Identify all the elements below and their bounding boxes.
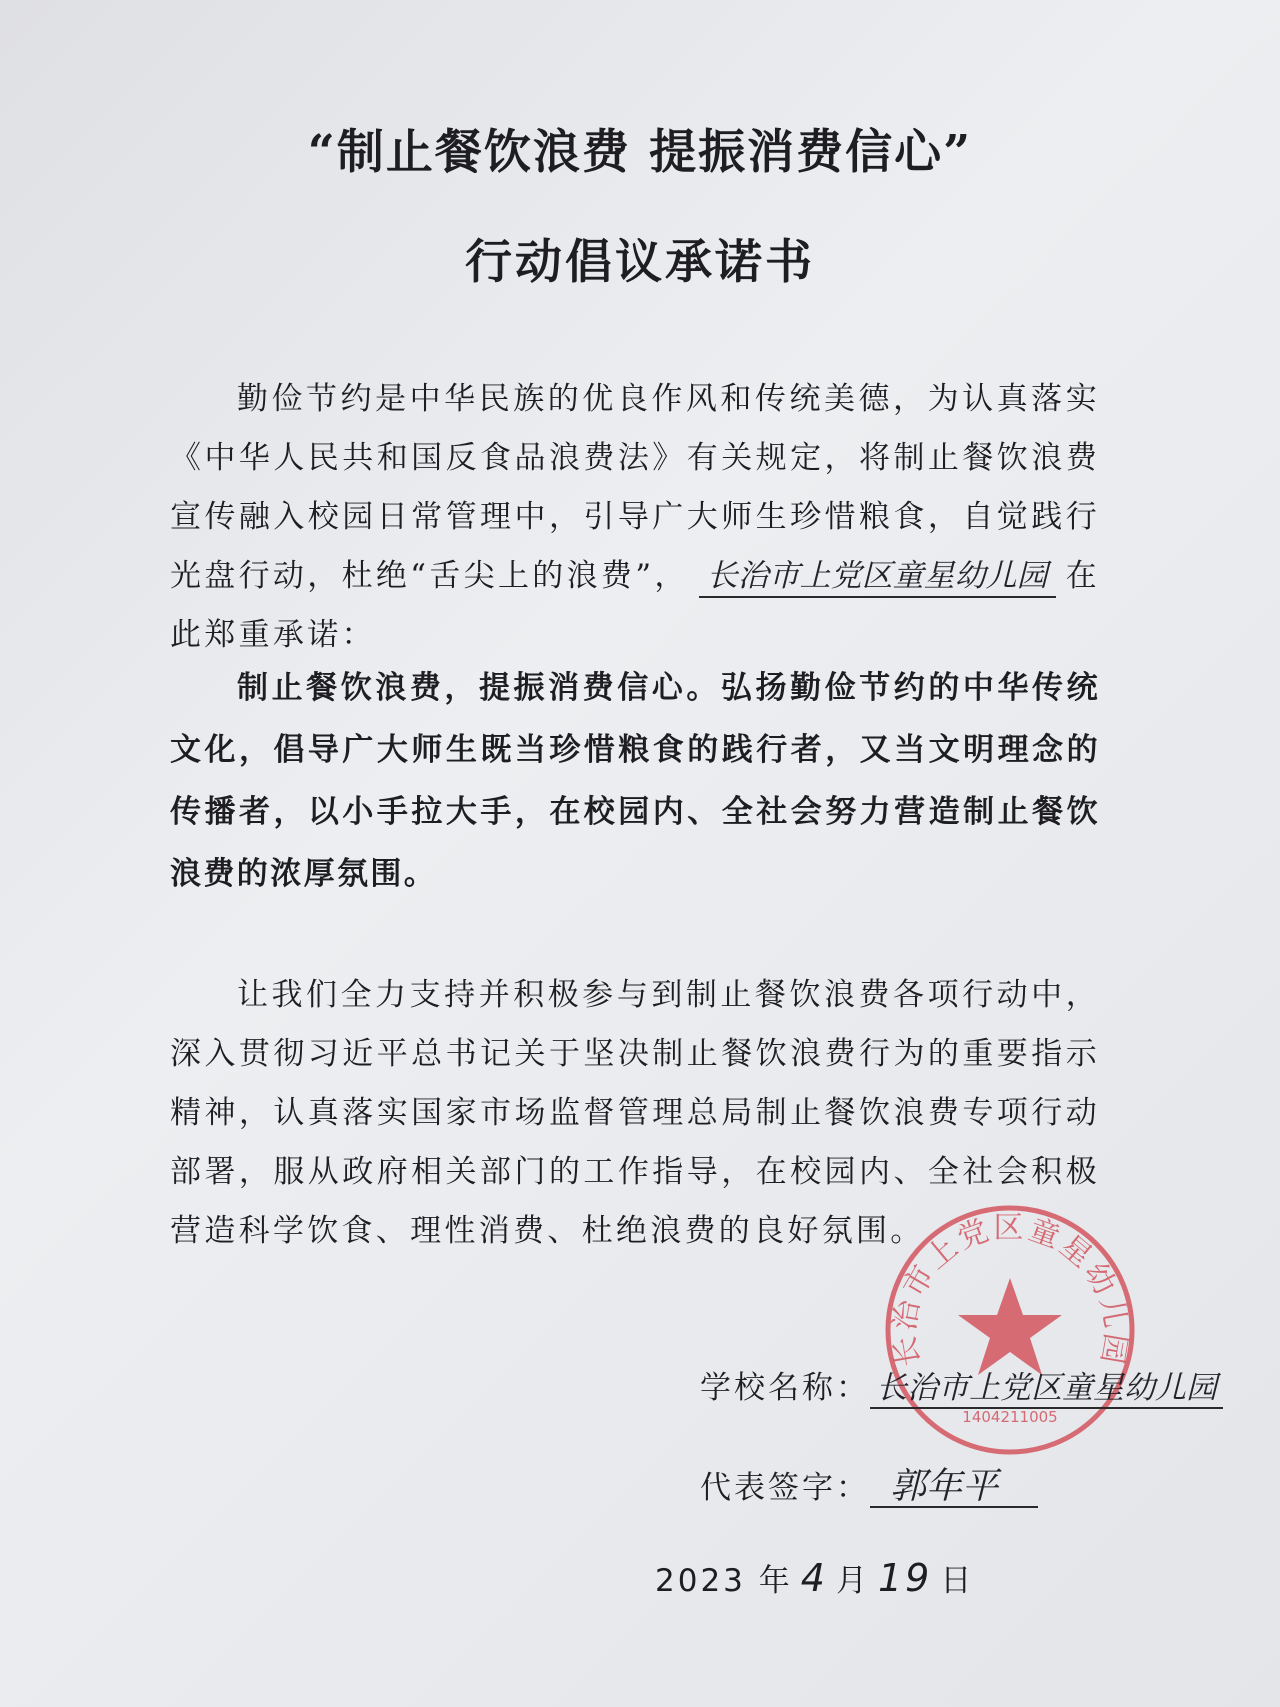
seal-arc-text: 长治市上党区童星幼儿园: [886, 1210, 1134, 1370]
seal-code: 1404211005: [962, 1408, 1058, 1426]
paragraph-action: 让我们全力支持并积极参与到制止餐饮浪费各项行动中，深入贯彻习近平总书记关于坚决制止餐饮浪费行为的重要指示精神，认真落实国家市场监督管理总局制止餐饮浪费专项行动部署，服从政府相关部门的工作指导，在校园内、全社会积极营造科学饮食、理性消费、杜绝浪费的良好氛围。: [170, 977, 1100, 1249]
paragraph-intro-ending: 在此郑重承诺：: [170, 558, 1100, 653]
date-day-handwritten: 19: [877, 1556, 933, 1600]
school-name-row: [700, 1362, 1223, 1409]
official-seal: [880, 1200, 1140, 1460]
paragraph-commitment: 制止餐饮浪费，提振消费信心。弘扬勤俭节约的中华传统文化，倡导广大师生既当珍惜粮食的践行者，又当文明理念的传播者，以小手拉大手，在校园内、全社会努力营造制止餐饮浪费的浓厚氛围。: [170, 670, 1100, 892]
representative-signature: 郭年平: [870, 1468, 1038, 1508]
date-day-unit: 日: [940, 1563, 975, 1599]
handwritten-school-name: 长治市上党区童星幼儿园: [699, 556, 1056, 598]
school-name-label: 学校名称：: [700, 1370, 870, 1406]
representative-label: 代表签字：: [700, 1470, 870, 1506]
date-month-handwritten: 4: [800, 1556, 828, 1600]
date-month-unit: 月: [835, 1563, 870, 1599]
seal-star-icon: [958, 1278, 1062, 1375]
date-row: [655, 1555, 974, 1600]
paragraph-intro-text: 勤俭节约是中华民族的优良作风和传统美德，为认真落实《中华人民共和国反食品浪费法》有关规定，将制止餐饮浪费宣传融入校园日常管理中，引导广大师生珍惜粮食，自觉践行光盘行动，杜绝“舌尖上的浪费”，: [170, 381, 1100, 594]
date-year: 2023: [655, 1563, 746, 1599]
school-name-handwritten: 长治市上党区童星幼儿园: [870, 1369, 1223, 1409]
document-title-line1: “制止餐饮浪费 提振消费信心”: [307, 125, 973, 180]
representative-row: [700, 1462, 1038, 1508]
document-title-line2: 行动倡议承诺书: [465, 235, 815, 290]
paragraph-intro: [170, 370, 1100, 665]
date-year-unit: 年: [758, 1563, 793, 1599]
